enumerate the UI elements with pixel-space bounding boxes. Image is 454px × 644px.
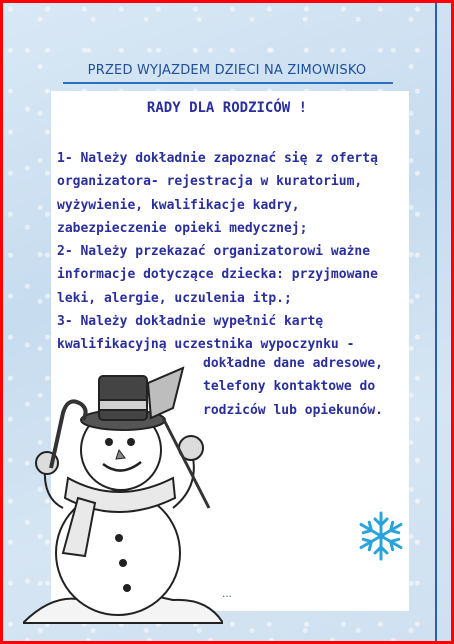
advice-paragraph [57, 147, 407, 357]
snowflake-icon [355, 510, 407, 562]
advice-line: informacje dotyczące dziecka: przyjmowane [57, 267, 378, 283]
heading-underline [63, 82, 393, 84]
snowman-illustration [23, 338, 223, 628]
footer-mark: ... [221, 586, 232, 600]
advice-line: 1- Należy dokładnie zapoznać się z ofertą [57, 151, 378, 166]
poster-subtitle: RADY DLA RODZICÓW ! [146, 100, 308, 116]
contact-details-text [203, 352, 423, 422]
advice-line: leki, alergie, uczulenia itp.; [57, 290, 292, 306]
right-edge-line [435, 3, 437, 641]
contact-line: rodziców lub opiekunów. [203, 402, 384, 418]
poster-heading: PRZED WYJAZDEM DZIECI NA ZIMOWISKO [87, 63, 367, 78]
advice-line: 3- Należy dokładnie wypełnić kartę [57, 314, 324, 330]
advice-line: zabezpieczenie opieki medycznej; [57, 220, 308, 236]
advice-line: kwalifikacyjną uczestnika wypoczynku - [57, 337, 355, 353]
advice-line: wyżywienie, kwalifikacje kadry, [57, 197, 300, 213]
advice-line: organizatora- rejestracja w kuratorium, [57, 174, 363, 190]
contact-line: dokładne dane adresowe, [203, 356, 384, 371]
contact-line: telefony kontaktowe do [203, 379, 376, 395]
advice-line: 2- Należy przekazać organizatorowi ważne [57, 244, 371, 260]
